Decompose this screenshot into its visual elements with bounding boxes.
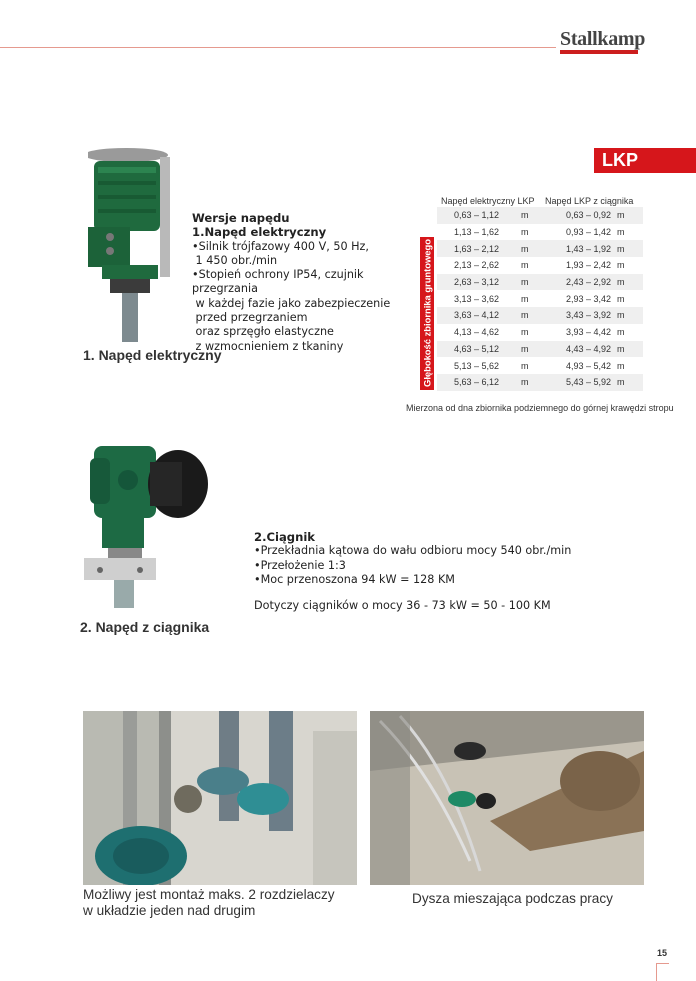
depth-table-row (437, 324, 643, 341)
electric-depth-unit: m (521, 260, 529, 271)
tractor-depth-range: 3,43 – 3,92 (565, 310, 611, 321)
depth-table-row (437, 374, 643, 391)
electric-depth-unit: m (521, 227, 529, 238)
tractor-depth-range: 4,93 – 5,42 (565, 360, 611, 371)
electric-depth-range: 2,63 – 3,12 (453, 277, 499, 288)
drive-versions-subtitle: 1.Napęd elektryczny (192, 225, 327, 240)
tractor-depth-range: 4,43 – 4,92 (565, 343, 611, 354)
electric-depth-unit: m (521, 377, 529, 388)
depth-table-row (437, 290, 643, 307)
depth-table-row (437, 274, 643, 291)
tractor-depth-unit: m (617, 377, 625, 388)
tractor-depth-unit: m (617, 210, 625, 221)
tractor-depth-unit: m (617, 360, 625, 371)
electric-depth-unit: m (521, 327, 529, 338)
depth-table-row (437, 307, 643, 324)
electric-depth-range: 2,13 – 2,62 (453, 260, 499, 271)
drive-versions-line: •Silnik trójfazowy 400 V, 50 Hz, (192, 239, 369, 253)
product-badge: LKP (594, 148, 696, 173)
electric-depth-range: 4,13 – 4,62 (453, 327, 499, 338)
tractor-drive-line: •Przełożenie 1:3 (254, 558, 346, 572)
tractor-depth-range: 3,93 – 4,42 (565, 327, 611, 338)
photo1-caption-line2: w układzie jeden nad drugim (83, 903, 256, 918)
tractor-depth-range: 2,43 – 2,92 (565, 277, 611, 288)
electric-depth-unit: m (521, 360, 529, 371)
depth-table-row (437, 224, 643, 241)
tractor-drive-line: •Przekładnia kątowa do wału odbioru mocy 540 obr./min (254, 544, 572, 558)
distributor-installation-photo (83, 711, 357, 885)
electric-depth-unit: m (521, 277, 529, 288)
tractor-depth-range: 1,43 – 1,92 (565, 243, 611, 254)
tractor-depth-unit: m (617, 343, 625, 354)
electric-depth-range: 3,13 – 3,62 (453, 293, 499, 304)
drive-versions-text (192, 211, 422, 354)
tractor-depth-unit: m (617, 227, 625, 238)
page-number: 15 (657, 948, 668, 958)
depth-table-row (437, 257, 643, 274)
electric-drive-caption: 1. Napęd elektryczny (83, 347, 222, 363)
tractor-depth-unit: m (617, 310, 625, 321)
electric-depth-unit: m (521, 343, 529, 354)
electric-depth-range: 0,63 – 1,12 (453, 210, 499, 221)
tractor-drive-title: 2.Ciągnik (254, 530, 316, 544)
tractor-depth-range: 0,93 – 1,42 (565, 227, 611, 238)
mixing-nozzle-photo (370, 711, 644, 885)
drive-versions-line: przed przegrzaniem (192, 311, 308, 325)
photo1-caption-line1: Możliwy jest montaż maks. 2 rozdzielaczy (83, 887, 335, 902)
depth-table (437, 207, 643, 391)
brand-logo-underline (560, 50, 638, 54)
electric-depth-unit: m (521, 210, 529, 221)
photo1-caption (83, 887, 373, 919)
drive-versions-line: w każdej fazie jako zabezpieczenie (192, 296, 391, 310)
page-corner-mark (656, 963, 669, 981)
depth-col-tractor-header: Napęd LKP z ciągnika (545, 196, 634, 206)
electric-depth-range: 1,13 – 1,62 (453, 227, 499, 238)
electric-drive-image (88, 147, 178, 342)
tractor-drive-image (80, 440, 215, 608)
electric-depth-range: 4,63 – 5,12 (453, 343, 499, 354)
tractor-depth-range: 5,43 – 5,92 (565, 377, 611, 388)
tractor-depth-unit: m (617, 327, 625, 338)
tractor-drive-note: Dotyczy ciągników o mocy 36 - 73 kW = 50 - 100 KM (254, 599, 551, 612)
drive-versions-line: •Stopień ochrony IP54, czujnik przegrzania (192, 268, 364, 296)
depth-col-electric-header: Napęd elektryczny LKP (441, 196, 535, 206)
drive-versions-title: Wersje napędu (192, 211, 290, 225)
electric-depth-range: 3,63 – 4,12 (453, 310, 499, 321)
brand-logo: Stallkamp (560, 28, 646, 50)
depth-side-label: Głębokość zbiornika gruntowego (421, 239, 433, 387)
electric-depth-range: 5,63 – 6,12 (453, 377, 499, 388)
drive-versions-line: 1 450 obr./min (192, 253, 278, 267)
tractor-drive-caption: 2. Napęd z ciągnika (80, 619, 210, 635)
depth-table-row (437, 357, 643, 374)
drive-versions-line: z wzmocnieniem z tkaniny (192, 339, 344, 353)
depth-table-row (437, 207, 643, 224)
drive-versions-line: oraz sprzęgło elastyczne (192, 325, 334, 339)
depth-table-row (437, 341, 643, 358)
tractor-depth-unit: m (617, 277, 625, 288)
tractor-depth-unit: m (617, 243, 625, 254)
tractor-depth-range: 1,93 – 2,42 (565, 260, 611, 271)
tractor-drive-text (254, 530, 584, 587)
depth-table-row (437, 240, 643, 257)
tractor-depth-range: 0,63 – 0,92 (565, 210, 611, 221)
depth-table-note: Mierzona od dna zbiornika podziemnego do górnej krawędzi stropu (406, 403, 674, 413)
tractor-drive-line: •Moc przenoszona 94 kW = 128 KM (254, 572, 455, 586)
tractor-depth-range: 2,93 – 3,42 (565, 293, 611, 304)
tractor-depth-unit: m (617, 260, 625, 271)
electric-depth-unit: m (521, 310, 529, 321)
header-rule (0, 47, 556, 48)
photo2-caption: Dysza mieszająca podczas pracy (412, 891, 613, 906)
electric-depth-range: 5,13 – 5,62 (453, 360, 499, 371)
tractor-depth-unit: m (617, 293, 625, 304)
electric-depth-range: 1,63 – 2,12 (453, 243, 499, 254)
electric-depth-unit: m (521, 243, 529, 254)
electric-depth-unit: m (521, 293, 529, 304)
